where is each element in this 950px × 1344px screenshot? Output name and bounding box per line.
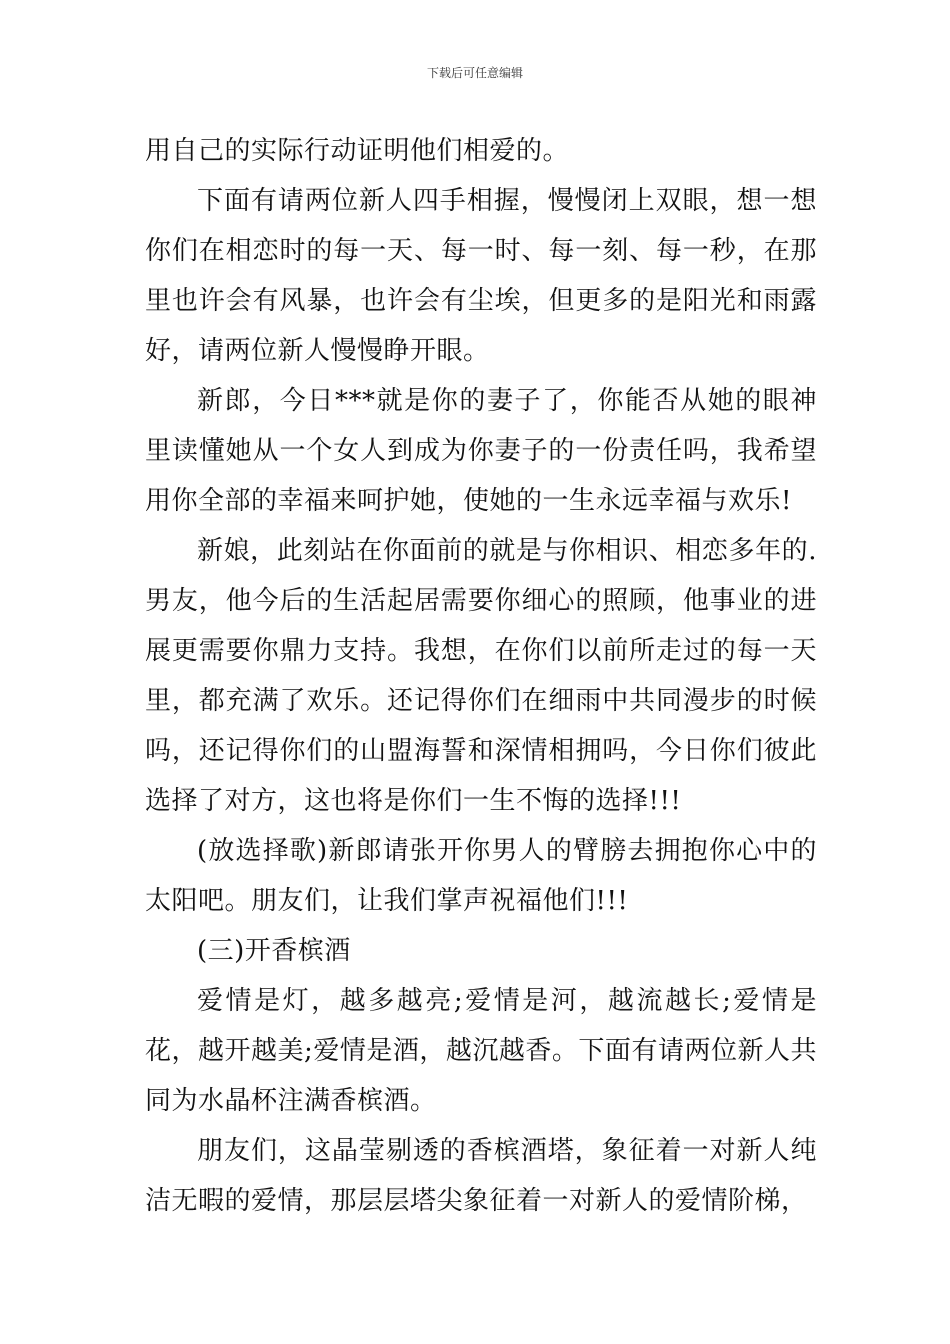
paragraph: 新郎，今日***就是你的妻子了，你能否从她的眼神里读懂她从一个女人到成为你妻子的一份责任吗，我希望用你全部的幸福来呵护她，使她的一生永远幸福与欢乐! (145, 386, 817, 516)
section-heading: (三)开香槟酒 (197, 936, 351, 966)
paragraph: 爱情是灯，越多越亮;爱情是河，越流越长;爱情是花，越开越美;爱情是酒，越沉越香。下面有请两位新人共同为水晶杯注满香槟酒。 (145, 986, 817, 1116)
paragraph: 朋友们，这晶莹剔透的香槟酒塔，象征着一对新人纯洁无暇的爱情，那层层塔尖象征着一对新人的爱情阶梯， (145, 1136, 817, 1216)
paragraph: 下面有请两位新人四手相握，慢慢闭上双眼，想一想你们在相恋时的每一天、每一时、每一刻、每一秒，在那里也许会有风暴，也许会有尘埃，但更多的是阳光和雨露好，请两位新人慢慢睁开眼。 (145, 186, 817, 366)
paragraph: 用自己的实际行动证明他们相爱的。 (145, 136, 570, 166)
paragraph: 新娘，此刻站在你面前的就是与你相识、相恋多年的.男友，他今后的生活起居需要你细心的照顾，他事业的进展更需要你鼎力支持。我想，在你们以前所走过的每一天里，都充满了欢乐。还记得你们在细雨中共同漫步的时候吗，还记得你们的山盟海誓和深情相拥吗，今日你们彼此选择了对方，这也将是你们一生不悔的选择!!! (145, 536, 817, 816)
page-header: 下载后可任意编辑 (426, 66, 523, 80)
paragraph: (放选择歌)新郎请张开你男人的臂膀去拥抱你心中的太阳吧。朋友们，让我们掌声祝福他们!!! (145, 836, 817, 916)
document-body (145, 126, 817, 1226)
